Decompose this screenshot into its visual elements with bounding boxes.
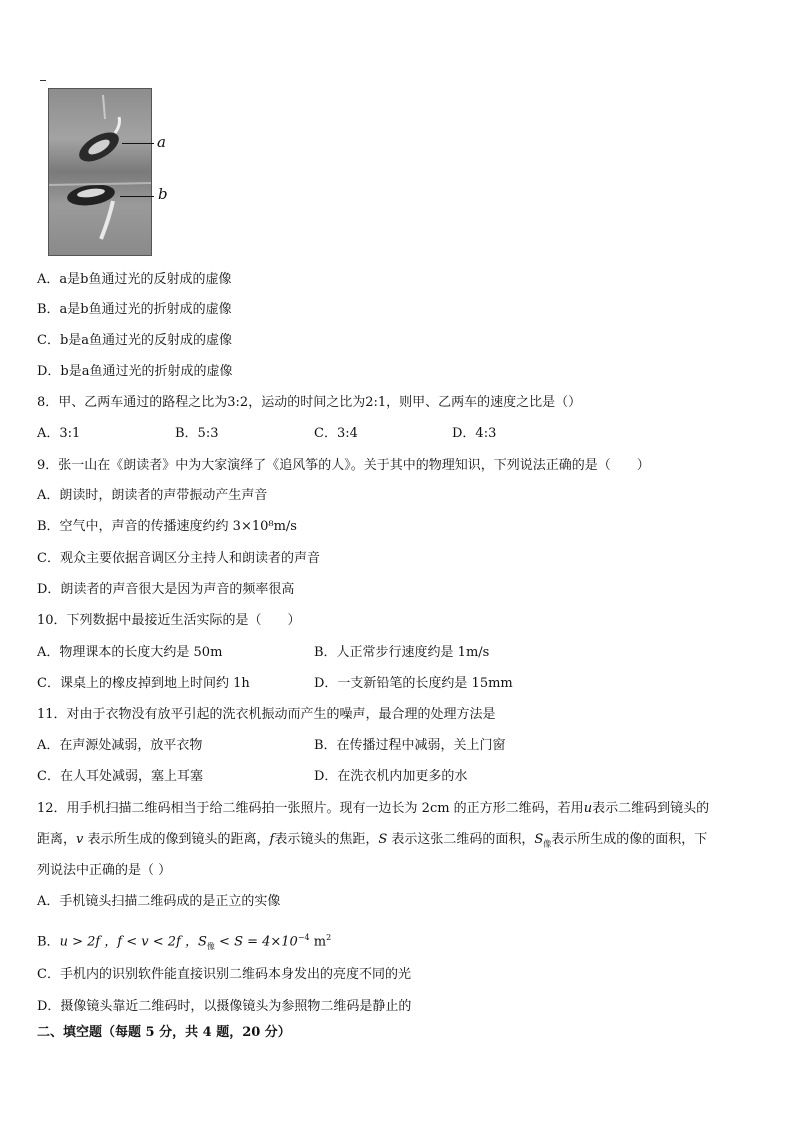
q12-option-b-unit: m — [309, 934, 327, 950]
q12-option-b-sub: 像 — [206, 941, 215, 951]
label-line-b — [120, 196, 154, 197]
q12-stem-2-b: 表示镜头的焦距， — [274, 832, 379, 847]
section-2-heading: 二、填空题（每题 5 分，共 4 题，20 分） — [37, 1025, 291, 1040]
q11-stem: 11．对由于衣物没有放平引起的洗衣机振动而产生的噪声，最合理的处理方法是 — [37, 707, 496, 722]
q12-var-f: f — [269, 832, 275, 847]
figure-label-a: a — [157, 133, 166, 151]
fish-photo — [48, 88, 152, 256]
q12-sub-image: 像 — [543, 839, 552, 849]
q12-stem-1-pre: 12．用手机扫描二维码相当于给二维码拍一张照片。现有一边长为 2cm 的正方形二维码，若用 — [37, 801, 584, 816]
q12-option-b-prefix: B． — [37, 934, 60, 950]
q7-option-a[interactable]: A．a是b鱼通过光的反射成的虚像 — [37, 272, 232, 287]
q9-option-b[interactable]: B．空气中，声音的传播速度约约 3×10⁸m/s — [37, 519, 297, 534]
figure-corner-mark — [40, 80, 46, 81]
q12-option-b-exp: −4 — [297, 933, 310, 942]
q10-option-c[interactable]: C．课桌上的橡皮掉到地上时间约 1h — [37, 676, 250, 691]
q9-option-a[interactable]: A．朗读时，朗读者的声带振动产生声音 — [37, 488, 268, 503]
q12-var-s-image: S — [534, 832, 544, 847]
q12-stem-line-3: 列说法中正确的是（ ） — [37, 863, 172, 878]
q12-stem-1-post: 表示二维码到镜头的 — [592, 801, 710, 816]
q12-option-c[interactable]: C．手机内的识别软件能直接识别二维码本身发出的亮度不同的光 — [37, 967, 411, 982]
fish-photo-drawing — [49, 89, 151, 255]
q11-option-a[interactable]: A．在声源处减弱，放平衣物 — [37, 738, 203, 753]
q12-option-b-unit-exp: 2 — [326, 933, 332, 942]
q7-option-d[interactable]: D．b是a鱼通过光的折射成的虚像 — [37, 364, 233, 379]
q12-var-s: S — [378, 832, 388, 847]
label-line-a — [122, 143, 154, 144]
q12-var-v: v — [76, 832, 84, 847]
q12-option-b-math-1: u > 2f ，f < v < 2f ，S — [59, 934, 207, 950]
q12-stem-2-a: 表示所生成的像到镜头的距离， — [83, 832, 270, 847]
q12-stem-2-d: 表示所生成的像的面积，下 — [551, 832, 708, 847]
q12-stem-line-1 — [37, 800, 709, 818]
q11-option-b[interactable]: B．在传播过程中减弱，关上门窗 — [314, 738, 506, 753]
q10-option-b[interactable]: B．人正常步行速度约是 1m/s — [314, 645, 490, 660]
q12-stem-2-pre: 距离， — [37, 832, 77, 847]
q11-option-c[interactable]: C．在人耳处减弱，塞上耳塞 — [37, 769, 203, 784]
q9-stem: 9．张一山在《朗读者》中为大家演绎了《追风筝的人》。关于其中的物理知识，下列说法正确的是（ ） — [37, 458, 650, 473]
q12-option-d[interactable]: D．摄像镜头靠近二维码时，以摄像镜头为参照物二维码是静止的 — [37, 999, 412, 1014]
q10-stem: 10．下列数据中最接近生活实际的是（ ） — [37, 613, 301, 628]
q12-option-a[interactable]: A．手机镜头扫描二维码成的是正立的实像 — [37, 894, 281, 909]
q12-stem-2-c: 表示这张二维码的面积， — [387, 832, 535, 847]
q11-option-d[interactable]: D．在洗衣机内加更多的水 — [314, 769, 468, 784]
q8-stem: 8．甲、乙两车通过的路程之比为3:2，运动的时间之比为2:1，则甲、乙两车的速度之比是（） — [37, 395, 582, 410]
q8-option-c[interactable]: C．3:4 — [314, 426, 358, 441]
q12-stem-line-2 — [37, 831, 707, 854]
q8-option-d[interactable]: D．4:3 — [452, 426, 497, 441]
q12-option-b-math-2: < S = 4×10 — [214, 934, 298, 950]
figure-label-b: b — [158, 185, 168, 203]
q10-option-d[interactable]: D．一支新铅笔的长度约是 15mm — [314, 676, 513, 691]
q8-option-a[interactable]: A．3:1 — [37, 426, 81, 441]
q9-option-d[interactable]: D．朗读者的声音很大是因为声音的频率很高 — [37, 582, 295, 597]
q10-option-a[interactable]: A．物理课本的长度大约是 50m — [37, 645, 223, 660]
q7-option-b[interactable]: B．a是b鱼通过光的折射成的虚像 — [37, 302, 232, 317]
q12-var-u: u — [583, 801, 593, 816]
q9-option-c[interactable]: C．观众主要依据音调区分主持人和朗读者的声音 — [37, 551, 320, 566]
q8-option-b[interactable]: B．5:3 — [175, 426, 219, 441]
q7-option-c[interactable]: C．b是a鱼通过光的反射成的虚像 — [37, 333, 233, 348]
q12-option-b[interactable] — [37, 929, 331, 956]
